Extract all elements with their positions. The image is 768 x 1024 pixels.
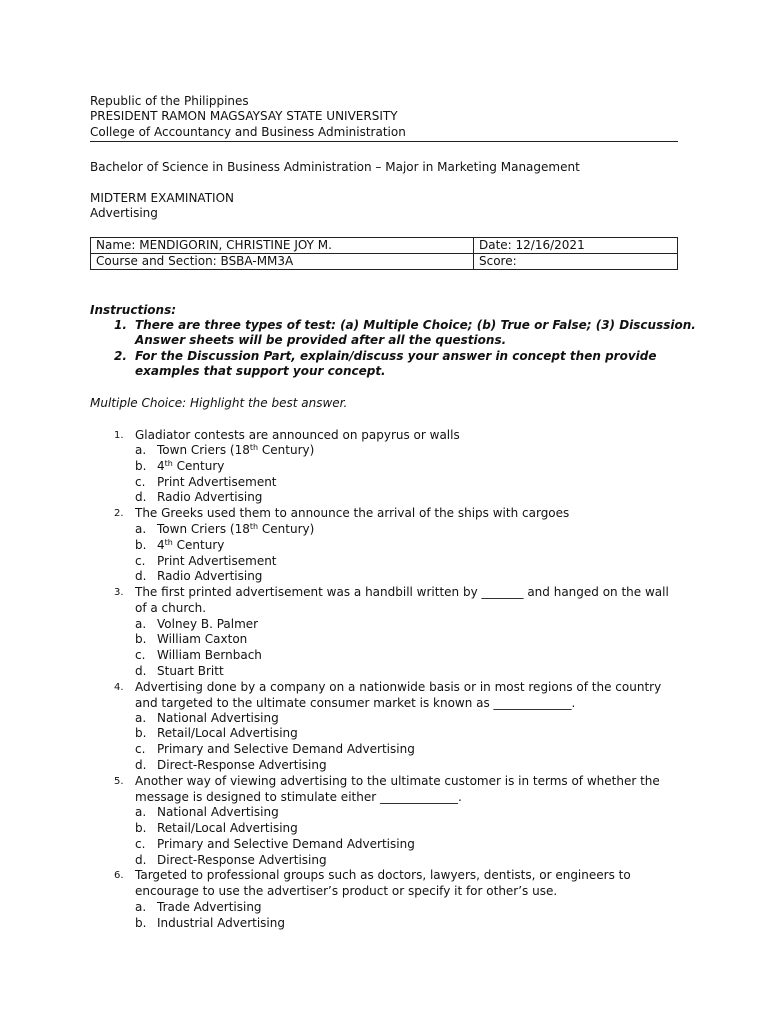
option-letter: c. — [135, 837, 146, 851]
option-letter: a. — [135, 522, 147, 536]
option-letter: b. — [135, 632, 147, 646]
option-letter: d. — [135, 490, 147, 504]
option-text: Retail/Local Advertising — [157, 726, 298, 740]
option-letter: b. — [135, 538, 147, 552]
instruction-number: 2. — [114, 349, 127, 363]
option-letter: d. — [135, 758, 147, 772]
option-letter: c. — [135, 475, 146, 489]
option-text: Industrial Advertising — [157, 916, 285, 930]
option-text: William Caxton — [157, 632, 248, 646]
option-text: 4th Century — [157, 459, 225, 473]
student-name: Name: MENDIGORIN, CHRISTINE JOY M. — [91, 238, 474, 254]
option-text: Radio Advertising — [157, 569, 263, 583]
instruction-number: 1. — [114, 318, 127, 332]
question-text: Another way of viewing advertising to the ultimate customer is in terms of whether the message is designed to stimulate either _____________. — [135, 774, 660, 804]
course-section: Course and Section: BSBA-MM3A — [91, 254, 474, 270]
option-text: 4th Century — [157, 538, 225, 552]
option-letter: d. — [135, 664, 147, 678]
header-divider — [90, 141, 678, 142]
option-letter: a. — [135, 900, 147, 914]
option-letter: d. — [135, 569, 147, 583]
option-text: Primary and Selective Demand Advertising — [157, 742, 415, 756]
question-number: 1. — [114, 430, 124, 441]
student-info-table — [90, 237, 678, 270]
info-row-1 — [91, 238, 678, 254]
option-letter: b. — [135, 726, 147, 740]
instruction-text: examples that support your concept. — [135, 364, 386, 378]
info-row-2 — [91, 254, 678, 270]
option-text: Town Criers (18th Century) — [157, 443, 315, 457]
option-letter: a. — [135, 617, 147, 631]
header-country: Republic of the Philippines — [90, 94, 249, 108]
question-number: 2. — [114, 508, 124, 519]
option-letter: c. — [135, 742, 146, 756]
option-text: Radio Advertising — [157, 490, 263, 504]
question-text: Gladiator contests are announced on papyrus or walls — [135, 428, 460, 442]
option-text: National Advertising — [157, 805, 279, 819]
question-number: 3. — [114, 587, 124, 598]
option-letter: b. — [135, 916, 147, 930]
option-letter: c. — [135, 648, 146, 662]
option-text: Print Advertisement — [157, 554, 277, 568]
option-letter: b. — [135, 821, 147, 835]
option-text: Direct-Response Advertising — [157, 853, 327, 867]
exam-title: MIDTERM EXAMINATION — [90, 191, 234, 205]
exam-subject: Advertising — [90, 206, 158, 220]
option-text: Volney B. Palmer — [157, 617, 259, 631]
header-university: PRESIDENT RAMON MAGSAYSAY STATE UNIVERSITY — [90, 109, 398, 123]
question-text: The Greeks used them to announce the arrival of the ships with cargoes — [135, 506, 570, 520]
option-text: Trade Advertising — [157, 900, 262, 914]
question-number: 4. — [114, 682, 124, 693]
exam-date: Date: 12/16/2021 — [474, 238, 678, 254]
option-letter: a. — [135, 711, 147, 725]
question-number: 6. — [114, 870, 124, 881]
option-text: Direct-Response Advertising — [157, 758, 327, 772]
question-text: The first printed advertisement was a handbill written by _______ and hanged on the wall of a church. — [135, 585, 669, 615]
option-letter: a. — [135, 805, 147, 819]
option-text: National Advertising — [157, 711, 279, 725]
question-text: Targeted to professional groups such as doctors, lawyers, dentists, or engineers to encourage to use the advertiser’s product or specify it for other’s use. — [135, 868, 631, 898]
option-text: William Bernbach — [157, 648, 262, 662]
question-number: 5. — [114, 776, 124, 787]
option-letter: d. — [135, 853, 147, 867]
instructions-heading: Instructions: — [90, 303, 177, 317]
instruction-text: For the Discussion Part, explain/discuss your answer in concept then provide — [135, 349, 657, 363]
option-letter: b. — [135, 459, 147, 473]
option-text: Primary and Selective Demand Advertising — [157, 837, 415, 851]
option-letter: a. — [135, 443, 147, 457]
option-text: Stuart Britt — [157, 664, 224, 678]
program-title: Bachelor of Science in Business Administration – Major in Marketing Management — [90, 160, 580, 174]
instruction-text: Answer sheets will be provided after all the questions. — [135, 333, 507, 347]
option-letter: c. — [135, 554, 146, 568]
header-college: College of Accountancy and Business Administration — [90, 125, 406, 139]
section-title: Multiple Choice: Highlight the best answer. — [90, 396, 348, 410]
question-text: Advertising done by a company on a nationwide basis or in most regions of the country and targeted to the ultimate consumer market is known as _____________. — [135, 680, 662, 710]
option-text: Retail/Local Advertising — [157, 821, 298, 835]
option-text: Town Criers (18th Century) — [157, 522, 315, 536]
option-text: Print Advertisement — [157, 475, 277, 489]
instruction-text: There are three types of test: (a) Multiple Choice; (b) True or False; (3) Discussion. — [135, 318, 696, 332]
score-field: Score: — [474, 254, 678, 270]
